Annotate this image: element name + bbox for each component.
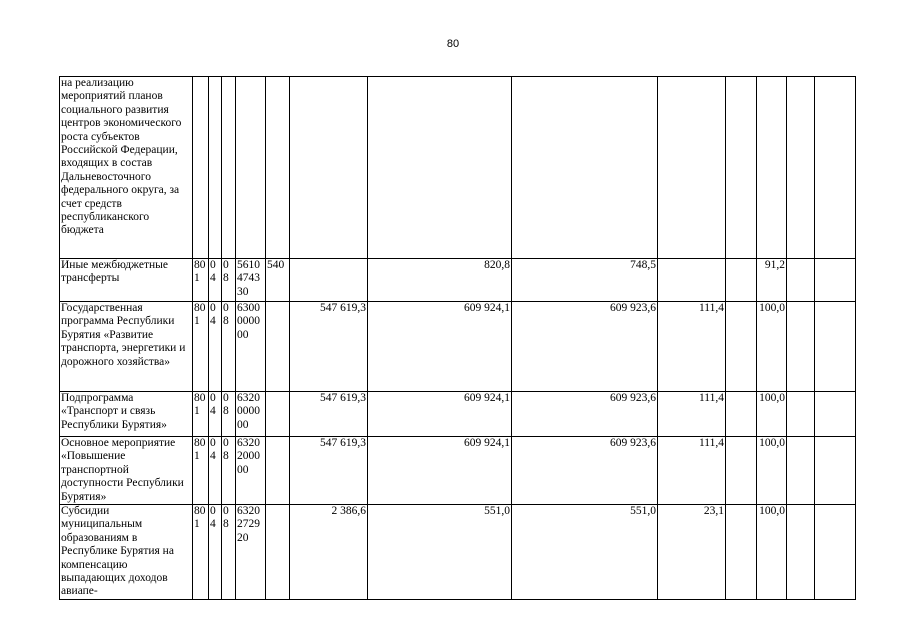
percent-of-plan-cell: 23,1	[658, 505, 726, 600]
budget-table	[59, 76, 856, 600]
empty-cell	[726, 392, 757, 437]
actual-amount-cell: 609 923,6	[512, 437, 658, 505]
percent-of-plan-cell: 111,4	[658, 392, 726, 437]
section-code-cell: 04	[209, 302, 222, 392]
percent-of-plan-cell: 111,4	[658, 437, 726, 505]
empty-cell	[787, 302, 815, 392]
row-name-cell: Субсидии муниципальным образованиям в Республике Бурятия на компенсацию выпадающих доходов авиапе-	[60, 505, 193, 600]
target-article-cell: 6320000000	[236, 392, 266, 437]
ministry-code-cell: 801	[193, 505, 209, 600]
empty-cell	[787, 392, 815, 437]
percent-of-plan-cell: 111,4	[658, 302, 726, 392]
section-code-cell: 04	[209, 259, 222, 302]
empty-cell	[815, 77, 856, 259]
expense-type-cell	[266, 302, 290, 392]
ministry-code-cell: 801	[193, 302, 209, 392]
plan-amount-cell: 547 619,3	[290, 437, 368, 505]
actual-amount-cell: 609 923,6	[512, 392, 658, 437]
percent-of-plan-cell	[658, 77, 726, 259]
table-row	[60, 505, 856, 600]
expense-type-cell: 540	[266, 259, 290, 302]
percent-of-refined-plan-cell	[757, 77, 787, 259]
target-article-cell: 6320272920	[236, 505, 266, 600]
expense-type-cell	[266, 392, 290, 437]
empty-cell	[787, 259, 815, 302]
page-number: 80	[446, 38, 460, 50]
empty-cell	[726, 505, 757, 600]
percent-of-refined-plan-cell: 100,0	[757, 302, 787, 392]
table-row	[60, 437, 856, 505]
table-row	[60, 392, 856, 437]
expense-type-cell	[266, 77, 290, 259]
actual-amount-cell	[512, 77, 658, 259]
empty-cell	[726, 302, 757, 392]
section-code-cell	[209, 77, 222, 259]
target-article-cell: 6300000000	[236, 302, 266, 392]
section-code-cell: 04	[209, 392, 222, 437]
table-row	[60, 302, 856, 392]
target-article-cell	[236, 77, 266, 259]
subsection-code-cell: 08	[222, 437, 236, 505]
row-name-cell: Подпрограмма «Транспорт и связь Республики Бурятия»	[60, 392, 193, 437]
empty-cell	[726, 77, 757, 259]
actual-amount-cell: 551,0	[512, 505, 658, 600]
refined-plan-amount-cell: 609 924,1	[368, 437, 512, 505]
row-name-cell: Иные межбюджетные трансферты	[60, 259, 193, 302]
percent-of-refined-plan-cell: 100,0	[757, 505, 787, 600]
percent-of-refined-plan-cell: 100,0	[757, 392, 787, 437]
row-name-cell: Основное мероприятие «Повышение транспортной доступности Республики Бурятия»	[60, 437, 193, 505]
section-code-cell: 04	[209, 437, 222, 505]
table-row	[60, 77, 856, 259]
empty-cell	[815, 392, 856, 437]
actual-amount-cell: 609 923,6	[512, 302, 658, 392]
plan-amount-cell: 547 619,3	[290, 392, 368, 437]
refined-plan-amount-cell: 820,8	[368, 259, 512, 302]
refined-plan-amount-cell: 609 924,1	[368, 392, 512, 437]
refined-plan-amount-cell: 609 924,1	[368, 302, 512, 392]
ministry-code-cell: 801	[193, 437, 209, 505]
plan-amount-cell: 547 619,3	[290, 302, 368, 392]
empty-cell	[726, 259, 757, 302]
ministry-code-cell	[193, 77, 209, 259]
subsection-code-cell: 08	[222, 392, 236, 437]
target-article-cell: 6320200000	[236, 437, 266, 505]
subsection-code-cell: 08	[222, 302, 236, 392]
subsection-code-cell	[222, 77, 236, 259]
empty-cell	[787, 505, 815, 600]
refined-plan-amount-cell: 551,0	[368, 505, 512, 600]
expense-type-cell	[266, 505, 290, 600]
section-code-cell: 04	[209, 505, 222, 600]
plan-amount-cell: 2 386,6	[290, 505, 368, 600]
subsection-code-cell: 08	[222, 505, 236, 600]
subsection-code-cell: 08	[222, 259, 236, 302]
empty-cell	[726, 437, 757, 505]
empty-cell	[815, 302, 856, 392]
empty-cell	[815, 437, 856, 505]
ministry-code-cell: 801	[193, 259, 209, 302]
target-article-cell: 5610474330	[236, 259, 266, 302]
refined-plan-amount-cell	[368, 77, 512, 259]
empty-cell	[815, 505, 856, 600]
percent-of-refined-plan-cell: 100,0	[757, 437, 787, 505]
table-row	[60, 259, 856, 302]
expense-type-cell	[266, 437, 290, 505]
percent-of-refined-plan-cell: 91,2	[757, 259, 787, 302]
empty-cell	[815, 259, 856, 302]
plan-amount-cell	[290, 77, 368, 259]
empty-cell	[787, 437, 815, 505]
actual-amount-cell: 748,5	[512, 259, 658, 302]
empty-cell	[787, 77, 815, 259]
row-name-cell: Государственная программа Республики Бурятия «Развитие транспорта, энергетики и дорожного хозяйства»	[60, 302, 193, 392]
row-name-cell: на реализацию мероприятий планов социального развития центров экономического роста субъектов Российской Федерации, входящих в состав Дальневосточного федерального округа, за счет средств республиканского бюджета	[60, 77, 193, 259]
percent-of-plan-cell	[658, 259, 726, 302]
plan-amount-cell	[290, 259, 368, 302]
ministry-code-cell: 801	[193, 392, 209, 437]
